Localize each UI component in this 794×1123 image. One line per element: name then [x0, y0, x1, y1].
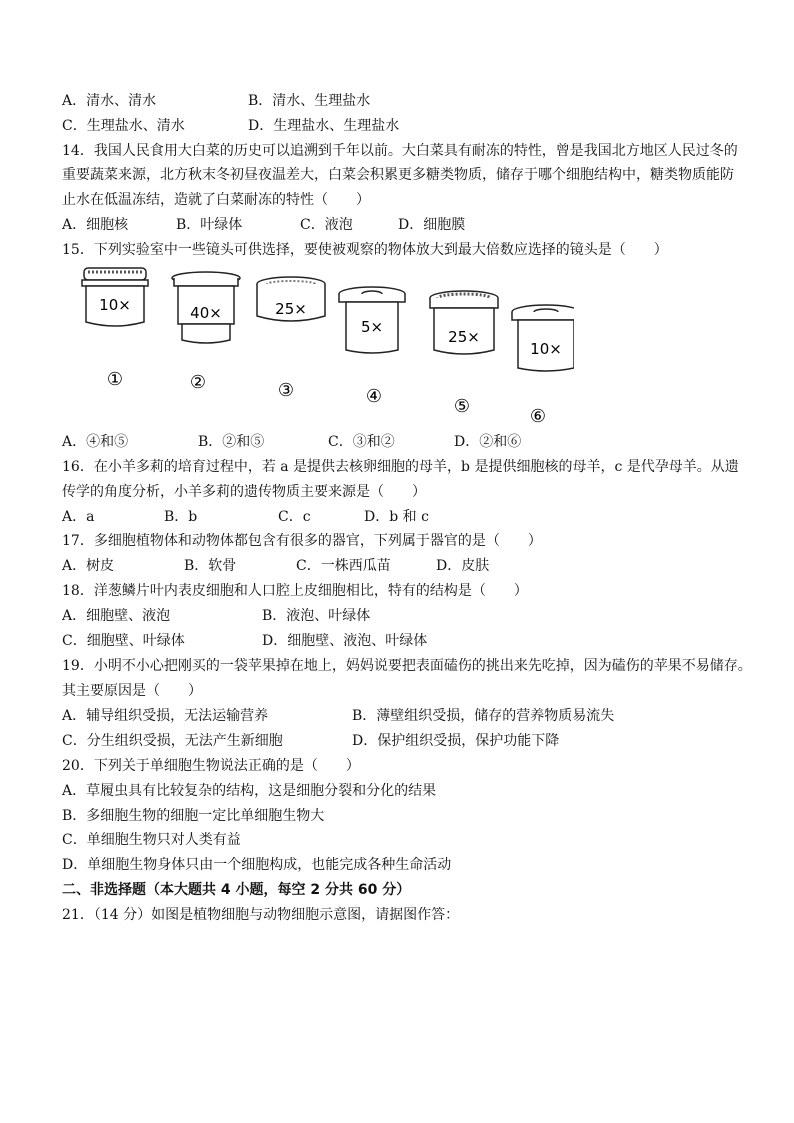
q15-option-d: D．②和⑥ — [454, 434, 522, 450]
lens-6-num: ⑥ — [529, 406, 547, 427]
q14-stem-line1: 14．我国人民食用大白菜的历史可以追溯到千年以前。大白菜具有耐冻的特性，曾是我国北方地区人民过冬的 — [62, 143, 738, 159]
q20-option-d: D．单细胞生物身体只由一个细胞构成，也能完成各种生命活动 — [62, 857, 452, 873]
q19-option-c: C．分生组织受损，无法产生新细胞 — [62, 733, 283, 749]
q18-option-d: D．细胞壁、液泡、叶绿体 — [262, 633, 428, 649]
q20-stem: 20．下列关于单细胞生物说法正确的是（ ） — [62, 758, 360, 774]
q18-option-c: C．细胞壁、叶绿体 — [62, 633, 185, 649]
q16-stem-line2: 传学的角度分析，小羊多莉的遗传物质主要来源是（ ） — [62, 484, 426, 500]
lens-5-objective — [430, 291, 498, 417]
q19-option-a: A．辅导组织受损，无法运输营养 — [62, 708, 269, 724]
lens-1-mag: 10× — [99, 296, 131, 314]
section2-title: 二、非选择题（本大题共 4 小题，每空 2 分共 60 分） — [62, 882, 411, 898]
lens-3-eyepiece — [257, 277, 325, 401]
lens-4-num: ④ — [365, 386, 383, 407]
lens-2-eyepiece — [172, 272, 240, 393]
q15-stem: 15．下列实验室中一些镜头可供选择，要使被观察的物体放大到最大倍数应选择的镜头是（ ） — [62, 242, 668, 258]
q15-option-b: B．②和⑤ — [198, 434, 265, 450]
q15-option-c: C．③和② — [328, 434, 395, 450]
q18-option-b: B．液泡、叶绿体 — [262, 608, 371, 624]
q17-stem: 17．多细胞植物体和动物体都包含有很多的器官，下列属于器官的是（ ） — [62, 533, 542, 549]
lens-5-mag: 25× — [448, 328, 480, 346]
lens-6-objective — [512, 305, 574, 427]
q16-option-a: A．a — [62, 509, 95, 525]
q20-option-b: B．多细胞生物的细胞一定比单细胞生物大 — [62, 808, 325, 824]
q19-option-b: B．薄壁组织受损，储存的营养物质易流失 — [352, 708, 615, 724]
q15-option-a: A．④和⑤ — [62, 434, 129, 450]
q18-stem: 18．洋葱鳞片叶内表皮细胞和人口腔上皮细胞相比，特有的结构是（ ） — [62, 583, 528, 599]
q20-option-c: C．单细胞生物只对人类有益 — [62, 832, 241, 848]
q16-stem-line1: 16．在小羊多莉的培育过程中，若 a 是提供去核卵细胞的母羊，b 是提供细胞核的母羊，c 是代孕母羊。从遗 — [62, 459, 739, 475]
q18-option-a: A．细胞壁、液泡 — [62, 608, 171, 624]
q14-option-a: A．细胞核 — [62, 217, 129, 233]
lens-4-mag: 5× — [360, 318, 384, 336]
lens-6-mag: 10× — [530, 340, 562, 358]
q16-option-b: B．b — [164, 509, 198, 525]
q13-option-c: C．生理盐水、清水 — [62, 118, 185, 134]
q14-stem-line3: 止水在低温冻结，造就了白菜耐冻的特性（ ） — [62, 192, 370, 208]
q17-option-b: B．软骨 — [184, 558, 237, 574]
lens-3-mag: 25× — [275, 300, 307, 318]
q14-option-b: B．叶绿体 — [176, 217, 243, 233]
q13-option-d: D．生理盐水、生理盐水 — [248, 118, 400, 134]
lens-2-num: ② — [189, 372, 207, 393]
q19-option-d: D．保护组织受损，保护功能下降 — [352, 733, 560, 749]
lens-1-eyepiece — [82, 268, 148, 390]
lens-5-num: ⑤ — [453, 396, 471, 417]
q13-option-b: B．清水、生理盐水 — [248, 93, 371, 109]
q14-stem-line2: 重要蔬菜来源，北方秋末冬初昼夜温差大，白菜会积累更多糖类物质，储存于哪个细胞结构中，糖类物质能防 — [62, 167, 734, 183]
lens-1-num: ① — [106, 369, 124, 390]
q14-option-d: D．细胞膜 — [398, 217, 466, 233]
q17-option-c: C．一株西瓜苗 — [296, 558, 391, 574]
q21-stem: 21．（14 分）如图是植物细胞与动物细胞示意图，请据图作答： — [62, 907, 460, 923]
q14-option-c: C．液泡 — [300, 217, 353, 233]
q17-option-d: D．皮肤 — [436, 558, 490, 574]
lens-2-mag: 40× — [190, 304, 222, 322]
q13-option-a: A．清水、清水 — [62, 93, 157, 109]
q17-option-a: A．树皮 — [62, 558, 115, 574]
q16-option-c: C．c — [278, 509, 311, 525]
lens-3-num: ③ — [277, 380, 295, 401]
q19-stem-line2: 其主要原因是（ ） — [62, 683, 202, 699]
q20-option-a: A．草履虫具有比较复杂的结构，这是细胞分裂和分化的结果 — [62, 783, 437, 799]
lens-4-objective — [339, 287, 405, 407]
q19-stem-line1: 19．小明不小心把刚买的一袋苹果掉在地上，妈妈说要把表面磕伤的挑出来先吃掉，因为磕伤的苹果不易储存。 — [62, 658, 752, 674]
q16-option-d: D．b 和 c — [364, 509, 429, 525]
lens-figure — [74, 262, 574, 432]
